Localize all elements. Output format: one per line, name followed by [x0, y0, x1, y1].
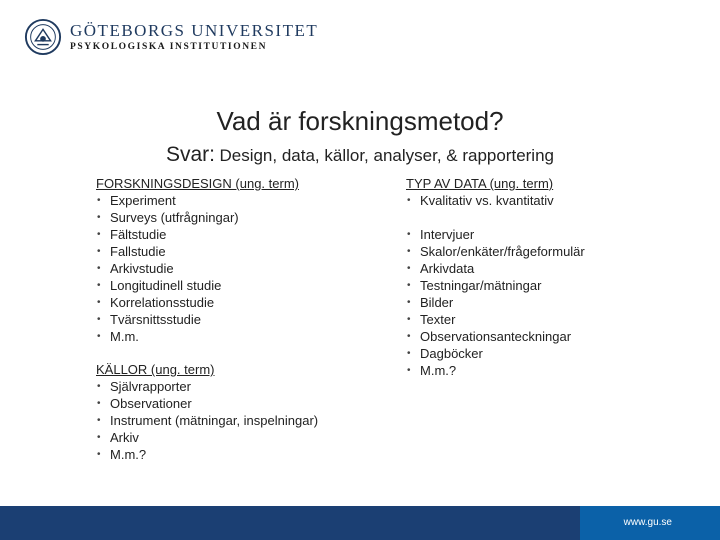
slide-subtitle [0, 143, 720, 167]
list-item: • Intervjuer [406, 226, 585, 243]
list-item: • Arkivdata [406, 260, 585, 277]
design-list [96, 192, 299, 345]
slide-title: Vad är forskningsmetod? [216, 106, 504, 136]
list-item: • Fältstudie [96, 226, 299, 243]
datatype-list [406, 226, 585, 379]
list-item: • Instrument (mätningar, inspelningar) [96, 412, 318, 429]
sources-list [96, 378, 318, 463]
list-item: • Skalor/enkäter/frågeformulär [406, 243, 585, 260]
footer-bar [0, 506, 720, 540]
list-item: • Självrapporter [96, 378, 318, 395]
list-item: • Experiment [96, 192, 299, 209]
list-item: • Kvalitativ vs. kvantitativ [406, 192, 585, 209]
datatype-intro-list [406, 192, 585, 209]
subtitle-rest: Design, data, källor, analyser, & rapportering [219, 146, 554, 165]
design-section [96, 175, 299, 345]
sources-heading: KÄLLOR (ung. term) [96, 362, 215, 377]
university-seal-icon [24, 18, 62, 56]
list-item: • Texter [406, 311, 585, 328]
sources-section [96, 361, 318, 463]
list-item: • Arkiv [96, 429, 318, 446]
list-item: • Testningar/mätningar [406, 277, 585, 294]
list-item: • M.m.? [406, 362, 585, 379]
subtitle-lead: Svar: [166, 143, 216, 166]
list-item: • M.m. [96, 328, 299, 345]
list-item: • Dagböcker [406, 345, 585, 362]
list-item: • Observationer [96, 395, 318, 412]
list-item: • Arkivstudie [96, 260, 299, 277]
footer-url[interactable]: www.gu.se [623, 517, 672, 528]
list-item: • M.m.? [96, 446, 318, 463]
list-item: • Tvärsnittsstudie [96, 311, 299, 328]
department-name: PSYKOLOGISKA INSTITUTIONEN [70, 41, 268, 52]
university-name: GÖTEBORGS UNIVERSITET [70, 20, 319, 40]
list-item: • Observationsanteckningar [406, 328, 585, 345]
list-item: • Surveys (utfrågningar) [96, 209, 299, 226]
datatype-heading: TYP AV DATA (ung. term) [406, 176, 554, 191]
design-heading: FORSKNINGSDESIGN (ung. term) [96, 176, 299, 191]
university-logo [24, 18, 318, 56]
list-item: • Bilder [406, 294, 585, 311]
datatype-section [406, 175, 585, 379]
list-item: • Fallstudie [96, 243, 299, 260]
list-item: • Longitudinell studie [96, 277, 299, 294]
list-item: • Korrelationsstudie [96, 294, 299, 311]
